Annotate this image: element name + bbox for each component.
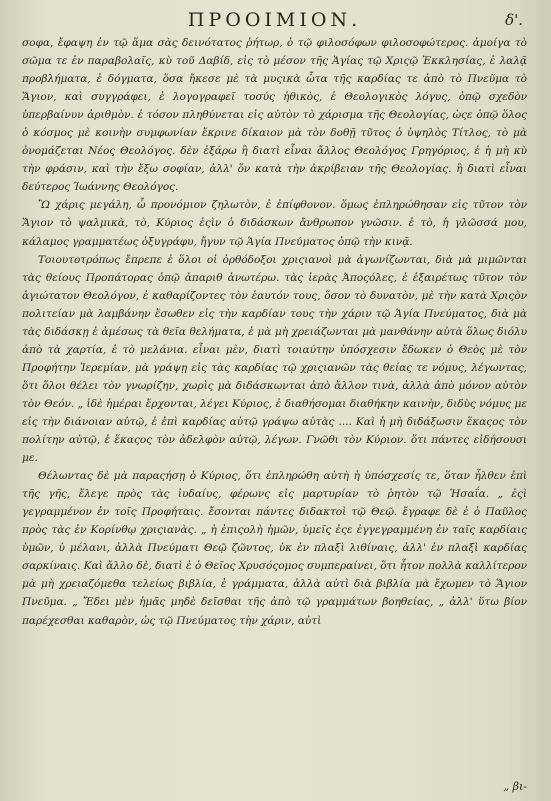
page-header xyxy=(22,8,527,32)
paragraph-2: Ὢ χάρις μεγάλη, ὦ προνόμιον ζηλωτὸν, ἐ ἐπίφθονον. ὅμως ἐπληρώθησαν εἰς τῦτον τὸν Ἅγιον τὸ ψαλμικὰ, τὸ, Κύριος ἐςὶν ὁ διδάσκων ἄνθρωπον γνῶσιν. ἐ τὸ, ἡ γλῶσσά μου, κάλαμος γραμματέως ὀξυγράφυ, ἤγυν τῷ Ἁγία Πνεύματος ὁπῷ τὴν κινᾷ. xyxy=(22,199,527,248)
paragraph-1: σοφα, ἔφαψη ἐν τῷ ἅμα σὰς δεινότατος ῥήτωρ, ὁ τῷ φιλοσόφων φιλοσοφώτερος. ἀμοίγα τὸ σῶμα τε ἐν παραβολαῖς, κὺ τοῦ Δαβίδ, εἰς τὸ μέσον τῆς Ἁγίας τῷ Χριςῷ Ἐκκλησίας, ἐ λαλᾷ προβλήματα, ἐ δόγματα, ὅσα ἤκεσε μὲ τὰ μυςικὰ ὦτα τῆς καρδίας τε ἀπὸ τὸ Πνεῦμα τὸ Ἅγιον, καὶ συγγράφει, ἐ λογογραφεῖ τοσύς ἠθικὸς, ἐ Θεολογικὸς λόγυς, ὁπῷ σχεδὸν ὑπερβαίνυν ἀριθμὸν. ἐ τόσον πληθύνεται εἰς αὐτὸν τὸ χάρισμα τῆς Θεολογίας, ὡςε ὁπῷ ὅλος ὁ κόσμος μὲ κοινὴν συμφωνίαν ἔκρινε δίκαιον μὰ τὸν δοθῇ τῦτος ὁ ὑψηλὸς Τίτλος, τὸ μὰ ὀνομάζεται Νέος Θεολόγος. δὲν ἐξάρω ἢ διατὶ εἶναι ἄλλος Θεολόγος Γρηγόριος, ἐ ἡ μὴ κὺ τὴν φράσιν, καὶ τὴν ἔξω σοφίαν, ἀλλ' ὅν κατὰ τὴν ἀκρίβειαν τῆς Θεολογίας. ἢ διατὶ εἶναι δεύτερος Ἰωάννης Θεολόγος. xyxy=(22,37,527,194)
paragraph-3: Τοιουτοτρόπως ἔπρεπε ἐ ὅλοι οἱ ὀρθόδοξοι χριςιανοὶ μὰ ἀγωνίζωνται, διὰ μὰ μιμῶνται τὰς θείους Προπάτορας ὁπῷ ἀπαριθ ἀνωτέρω. τὰς ἱερὰς Ἀποςόλες, ἐ ἐξαιρέτως τῦτον τὸν ἁγιώτατον Θεολόγον, ἐ καθαρίζοντες τὸν ἑαυτόν τους, ὅσον τὸ δυνατὸν, μὲ τὴν κατὰ Χριςὸν πολιτείαν μὰ λαμβάνην ἔσωθεν εἰς τὴν καρδίαν τους τὴν χάριν τῷ Ἁγία Πνεύματος, διὰ μὰ τὰς διδάσκῃ ἐ ἀμέσως τὰ θεῖα θελήματα, ἐ μὰ μὴ χρειάζωνται μὰ μανθάνην αὐτὰ ὅλως διόλυ ἀπὸ τὰ χαρτία, ἐ τὸ μελάνια. εἶναι μὲν, διατὶ τοιαύτην ὑπόσχεσιν ἔδωκεν ὁ Θεὸς μὲ τὸν Προφήτην Ἱερεμίαν, μὰ γράψῃ εἰς τὰς καρδίας τῷ χριςιανῶν τὰς θείας τε νόμυς, λέγωντας, ὅτι ὅλοι θέλει τὸν γνωρίζην, χωρὶς μὰ διδάσκωνται ἀπὸ ἄλλον τινὰ, ἀλλὰ ἀπὸ μόνον αὐτὸν τὸν Θεόν. „ ἰδὲ ἡμέραι ἔρχονται, λέγει Κύριος, ἐ διαθήσομαι διαθήκην καινὴν, διδὺς νόμυς με εἰς τὴν διάνοιαν αὐτῷ, ἐ ἐπὶ καρδίας αὐτῷ γράψω αὐτὰς .... Καὶ ἡ μὴ διδάξωσιν ἕκαςος τὸν πολίτην αὐτῷ, ἐ ἕκαςος τὸν ἀδελφὸν αὐτῷ, λέγων. Γνῶθι τὸν Κύριον. ὅτι πάντες εἰδήσουσι με. xyxy=(22,253,527,465)
body-text xyxy=(22,34,527,630)
catchword: „ βι- xyxy=(503,780,527,793)
running-title: ΠΡΟΟΙΜΙΟΝ. xyxy=(187,9,362,31)
paragraph-4: Θέλωντας δὲ μὰ παραςήσῃ ὁ Κύριος, ὅτι ἐπληρώθη αὐτὴ ἡ ὑπόσχεσίς τε, ὅταν ἦλθεν ἐπὶ τῆς γῆς, ἔλεγε πρὸς τὰς ἰυδαίυς, φέρωνς εἰς μαρτυρίαν τὸ ῥητὸν τῷ Ἡσαΐα. „ ἐςὶ γεγραμμένον ἐν τοῖς Προφήταις. ἔσονται πάντες διδακτοὶ τῷ Θεῷ. ἔγραφε δὲ ἐ ὁ Παῦλος πρὸς τὰς ἐν Κορίνθῳ χριςιανὰς. „ ἡ ἐπιςολὴ ἡμῶν, ὑμεῖς ἐςε ἐγγεγραμμένη ἐν ταῖς καρδίαις ὑμῶν, ὐ μέλανι, ἀλλὰ Πνεύματι Θεῷ ζῶντος, ὐκ ἐν πλαξὶ λιθίναις, ἀλλ' ἐν πλαξὶ καρδίας σαρκίναις. Καὶ ἄλλο δὲ, διατὶ ἐ ὁ Θεῖος Χρυσόςομος συμπεραίνει, ὅτι ἦτον πολλὰ καλλίτερον μὰ μὴ χρειαζόμεθα τελείως βιβλία, ἐ γράμματα, ἀλλὰ αὐτὶ διὰ βιβλία μὰ ἔχωμεν τὸ Ἅγιον Πνεῦμα. „ Ἔδει μὲν ἡμᾶς μηδὲ δεῖσθαι τῆς ἀπὸ τῷ γραμμάτων βοηθείας, „ ἀλλ' ὕτω βίον παρέχεσθαι καθαρὸν, ὡς τῷ Πνεύματος τὴν χάριν, αὐτὶ xyxy=(22,470,527,627)
page-number: δ'. xyxy=(505,11,523,29)
